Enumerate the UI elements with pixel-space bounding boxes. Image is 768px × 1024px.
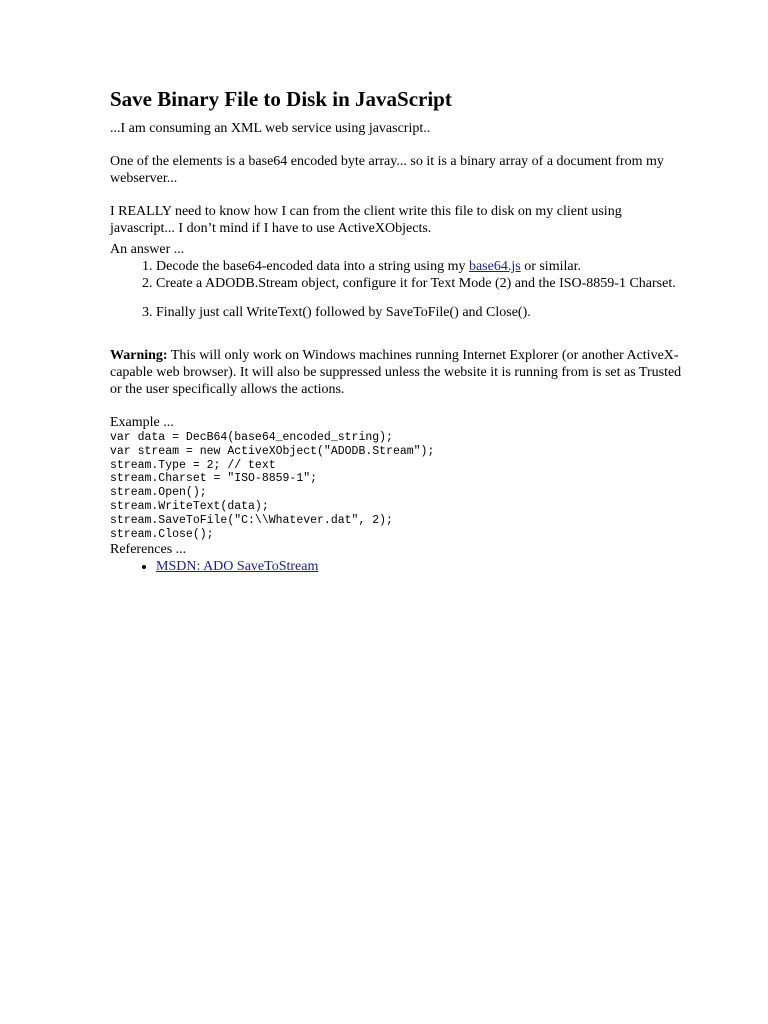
list-item xyxy=(156,304,690,321)
warning-text: This will only work on Windows machines running Internet Explorer (or another ActiveX-capable web browser). It will also be suppressed unless the website it is running from is set as Trusted or the user specifically allows the actions. xyxy=(110,348,682,397)
paragraph-base64: One of the elements is a base64 encoded byte array... so it is a binary array of a document from my webserver... xyxy=(110,154,664,186)
step-1-text-before: Decode the base64-encoded data into a string using my xyxy=(156,259,469,274)
code-block xyxy=(110,431,690,541)
step-3-text: Finally just call WriteText() followed by SaveToFile() and Close(). xyxy=(156,305,531,320)
code-line: stream.Open(); xyxy=(110,486,207,500)
document-page xyxy=(110,86,690,575)
warning-label: Warning: xyxy=(110,348,168,363)
references-list xyxy=(110,558,690,575)
references-label: References ... xyxy=(110,542,187,558)
answer-label: An answer ... xyxy=(110,242,185,257)
base64-js-link[interactable]: base64.js xyxy=(468,259,521,274)
code-line: stream.Charset = "ISO-8859-1"; xyxy=(110,472,318,486)
answer-steps-list xyxy=(110,258,690,321)
code-line: stream.Close(); xyxy=(110,527,214,541)
list-item xyxy=(156,258,690,275)
document-title: Save Binary File to Disk in JavaScript xyxy=(110,87,452,111)
intro-text: ...I am consuming an XML web service using javascript.. xyxy=(110,121,431,136)
paragraph-question: I REALLY need to know how I can from the client write this file to disk on my client using javascript... I don’t mind if I have to use ActiveXObjects. xyxy=(110,204,622,236)
code-line: stream.SaveToFile("C:\\Whatever.dat", 2); xyxy=(110,513,393,527)
step-2-text: Create a ADODB.Stream object, configure it for Text Mode (2) and the ISO-8859-1 Charset. xyxy=(156,276,676,291)
example-label: Example ... xyxy=(110,415,174,430)
warning-paragraph xyxy=(110,347,690,398)
code-line: stream.Type = 2; // text xyxy=(110,458,276,472)
list-item xyxy=(156,275,690,292)
code-line: var data = DecB64(base64_encoded_string); xyxy=(110,431,393,444)
code-line: stream.WriteText(data); xyxy=(110,499,269,513)
code-line: var stream = new ActiveXObject("ADODB.Stream"); xyxy=(110,444,435,458)
msdn-ado-link[interactable]: MSDN: ADO SaveToStream xyxy=(156,559,319,575)
list-item xyxy=(156,558,690,575)
step-1-text-after: or similar. xyxy=(520,259,581,274)
